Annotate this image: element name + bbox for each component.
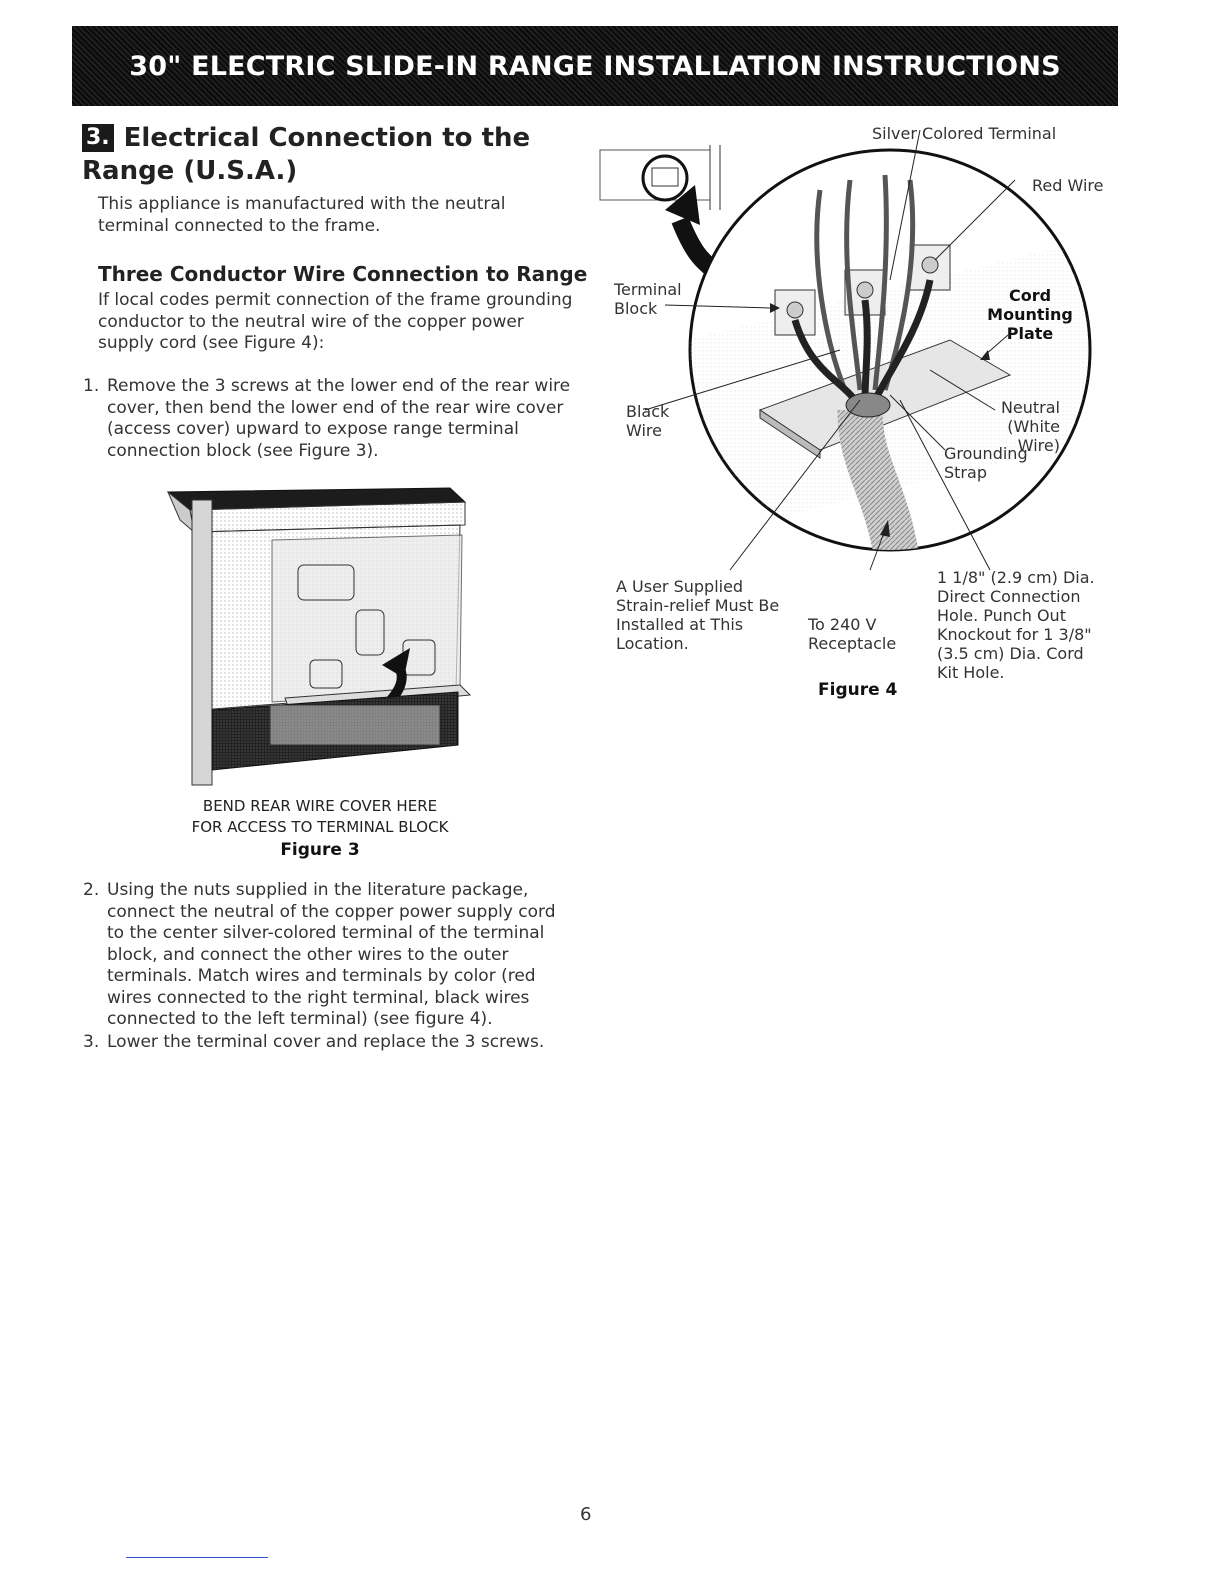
- callout-receptacle-line1: To 240 V: [808, 615, 877, 634]
- callout-cord-mounting-plate: [985, 286, 1075, 343]
- step-3-text: Lower the terminal cover and replace the 3 screws.: [107, 1032, 545, 1052]
- callout-silver-terminal: Silver Colored Terminal: [872, 124, 1057, 143]
- step-1-number: 1.: [83, 376, 100, 396]
- figure-4-label: Figure 4: [818, 680, 898, 700]
- callout-hole-line6: Kit Hole.: [937, 663, 1005, 682]
- callout-grounding-line1: Grounding: [944, 444, 1028, 463]
- section-intro: This appliance is manufactured with the neutral terminal connected to the frame.: [98, 194, 506, 236]
- callout-strain-line2: Strain-relief Must Be: [616, 596, 780, 615]
- callout-hole-line4: Knockout for 1 3/8": [937, 625, 1092, 644]
- section-title-line2: Range (U.S.A.): [82, 156, 298, 186]
- section-title-line1: Electrical Connection to the: [123, 123, 531, 153]
- figure-3-label: Figure 3: [280, 840, 360, 860]
- callout-connection-hole: [937, 568, 1095, 682]
- callout-grounding-line2: Strap: [944, 463, 987, 482]
- callout-red-wire: Red Wire: [1032, 176, 1104, 195]
- callout-receptacle: [808, 615, 896, 653]
- callout-receptacle-line2: Receptacle: [808, 634, 897, 653]
- step-3: [83, 1032, 577, 1054]
- step-2-number: 2.: [83, 880, 100, 900]
- step-2: [83, 880, 577, 1031]
- figure-3-illustration: [160, 480, 480, 790]
- callout-strain-line3: Installed at This: [616, 615, 744, 634]
- callout-strain-relief: [616, 577, 779, 653]
- subsection-intro: If local codes permit connection of the frame grounding conductor to the neutral wire of the copper power supply cord (see Figure 4):: [98, 290, 573, 353]
- callout-strain-line1: A User Supplied: [616, 577, 744, 596]
- callout-strain-line4: Location.: [616, 634, 689, 653]
- callout-cord-plate-line2: Mounting: [987, 305, 1073, 324]
- section-number-badge: 3.: [82, 124, 114, 152]
- section-title: [82, 122, 602, 188]
- callout-black-wire: [626, 402, 669, 440]
- callout-black-wire-line2: Wire: [626, 421, 662, 440]
- callout-hole-line2: Direct Connection: [937, 587, 1081, 606]
- callout-hole-line5: (3.5 cm) Dia. Cord: [937, 644, 1084, 663]
- step-1: [83, 376, 577, 462]
- callout-terminal-block-line1: Terminal: [614, 280, 682, 299]
- callout-hole-line3: Hole. Punch Out: [937, 606, 1066, 625]
- callout-terminal-block-line2: Block: [614, 299, 658, 318]
- callout-neutral-line1: Neutral: [1000, 398, 1060, 417]
- header-banner: [72, 26, 1118, 106]
- callout-hole-line1: 1 1/8" (2.9 cm) Dia.: [937, 568, 1095, 587]
- callout-black-wire-line1: Black: [626, 402, 670, 421]
- step-2-text: Using the nuts supplied in the literature package, connect the neutral of the copper power supply cord to the center silver-colored terminal of the terminal block, and connect the other wires to the outer terminals. Match wires and terminals by color (red wires connected to the right terminal, black wires connected to the left terminal) (see figure 4).: [107, 880, 556, 1029]
- callout-cord-plate-line1: Cord: [1008, 286, 1052, 305]
- callout-terminal-block: [614, 280, 682, 318]
- page-number: 6: [580, 1504, 592, 1525]
- subsection-title: Three Conductor Wire Connection to Range: [98, 262, 588, 286]
- step-1-text: Remove the 3 screws at the lower end of the rear wire cover, then bend the lower end of the rear wire cover (access cover) upward to expose range terminal connection block (see Figure 3).: [107, 376, 571, 461]
- callout-cord-plate-line3: Plate: [1006, 324, 1054, 343]
- footer-rule: [126, 1557, 268, 1558]
- callout-neutral-line2: (White Wire): [1007, 417, 1060, 455]
- callout-grounding-strap: [944, 444, 1028, 482]
- page-title: 30" ELECTRIC SLIDE-IN RANGE INSTALLATION INSTRUCTIONS: [129, 50, 1061, 82]
- step-3-number: 3.: [83, 1032, 100, 1052]
- figure-3-caption-line1: BEND REAR WIRE COVER HERE: [202, 797, 438, 815]
- figure-3-caption-line2: FOR ACCESS TO TERMINAL BLOCK: [191, 818, 449, 836]
